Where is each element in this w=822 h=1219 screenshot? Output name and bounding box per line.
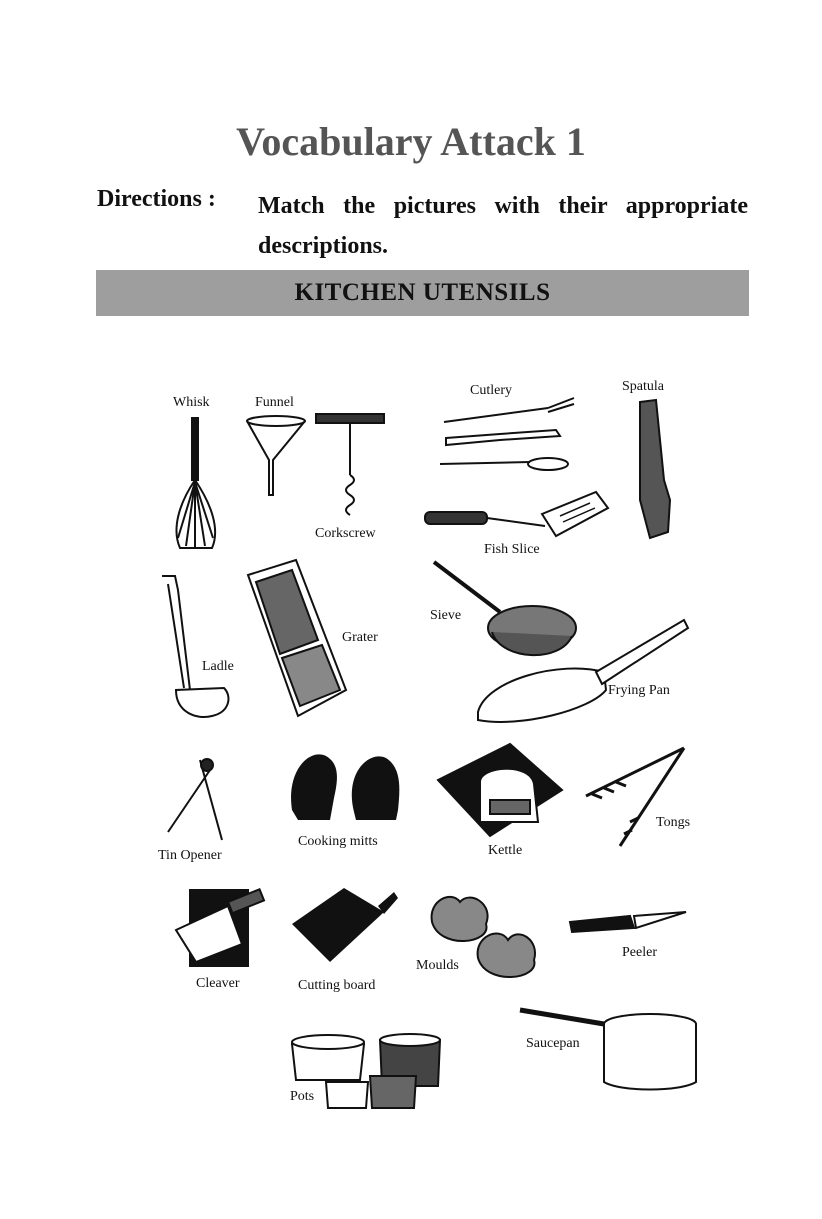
label-saucepan: Saucepan bbox=[526, 1036, 580, 1051]
section-title: KITCHEN UTENSILS bbox=[294, 279, 551, 306]
label-cleaver: Cleaver bbox=[196, 976, 240, 991]
tongs-illustration bbox=[586, 748, 684, 846]
whisk-illustration bbox=[176, 418, 215, 548]
page-title: Vocabulary Attack 1 bbox=[236, 119, 586, 164]
funnel-illustration bbox=[247, 416, 305, 495]
label-whisk: Whisk bbox=[173, 395, 210, 410]
corkscrew-illustration bbox=[316, 414, 384, 515]
label-grater: Grater bbox=[342, 630, 378, 645]
label-sieve: Sieve bbox=[430, 608, 462, 623]
cutlery-illustration bbox=[440, 398, 574, 470]
directions-text: Match the pictures with their appropriate descriptions. bbox=[258, 193, 748, 259]
directions-label: Directions : bbox=[97, 186, 216, 212]
label-peeler: Peeler bbox=[622, 945, 657, 960]
label-tongs: Tongs bbox=[656, 815, 691, 830]
peeler-illustration bbox=[570, 912, 686, 932]
cleaver-illustration bbox=[176, 889, 264, 966]
label-kettle: Kettle bbox=[488, 843, 523, 858]
label-corkscrew: Corkscrew bbox=[315, 526, 376, 541]
label-tin-opener: Tin Opener bbox=[158, 848, 222, 863]
label-frying-pan: Frying Pan bbox=[608, 683, 670, 698]
label-fish-slice: Fish Slice bbox=[484, 542, 540, 557]
kettle-illustration bbox=[438, 744, 562, 836]
tin-opener-illustration bbox=[168, 759, 222, 840]
pots-illustration bbox=[292, 1034, 440, 1108]
label-moulds: Moulds bbox=[416, 958, 459, 973]
grater-illustration bbox=[248, 560, 346, 716]
cooking-mitts-illustration bbox=[291, 754, 399, 820]
ladle-illustration bbox=[162, 576, 228, 717]
label-funnel: Funnel bbox=[255, 395, 294, 410]
fish-slice-illustration bbox=[425, 492, 608, 536]
label-spatula: Spatula bbox=[622, 379, 664, 394]
label-pots: Pots bbox=[290, 1089, 315, 1104]
label-ladle: Ladle bbox=[202, 659, 234, 674]
label-cooking-mitts: Cooking mitts bbox=[298, 834, 378, 849]
spatula-illustration bbox=[640, 400, 670, 538]
label-cutting-board: Cutting board bbox=[298, 978, 376, 993]
cutting-board-illustration bbox=[292, 888, 398, 962]
label-cutlery: Cutlery bbox=[470, 383, 512, 398]
